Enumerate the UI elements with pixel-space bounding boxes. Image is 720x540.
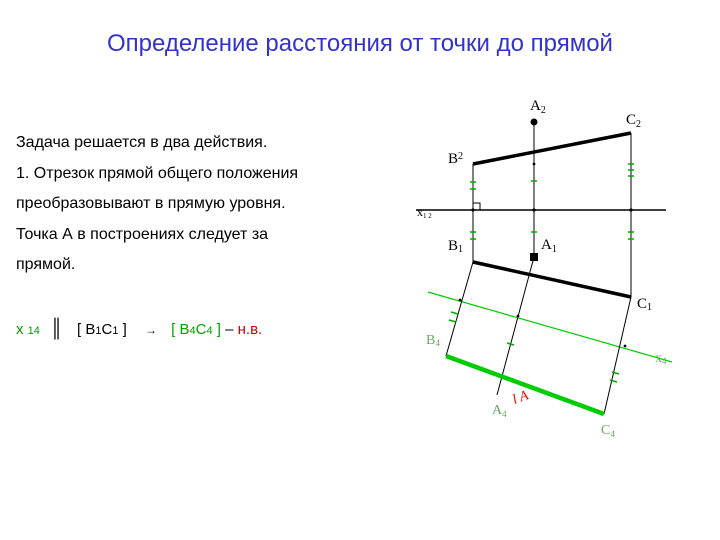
equal-distance-ticks (449, 164, 634, 382)
point-a2 (531, 119, 538, 126)
segment-b4c4-c: C (195, 321, 207, 338)
segment-b1c1-open: [ B (77, 321, 96, 338)
segment-b1c1 (473, 262, 631, 297)
label-a2: $A_2$ (530, 98, 546, 116)
text-line: 1. Отрезок прямой общего положения (16, 164, 299, 182)
segment-b1c1-c: C (101, 321, 113, 338)
label-x12: x1 2 (417, 205, 432, 220)
label-c1: C1 (637, 296, 653, 313)
segment-b4c4-index1: 4 (189, 325, 196, 337)
segment-b1c1-close: ] (118, 321, 127, 338)
text-line: прямой. (16, 256, 76, 273)
label-b1: B1 (448, 238, 464, 255)
segment-b4c4-close: ] (212, 321, 221, 338)
text-line: преобразовывают в прямую уровня. (16, 195, 286, 212)
transfer-line-b (446, 262, 473, 356)
text-line: Задача решается в два действия. (16, 134, 268, 151)
label-c2: $C_2$ (626, 112, 642, 130)
page-title: Определение расстояния от точки до прямой (107, 30, 613, 57)
segment-b4c4 (446, 356, 604, 414)
text-line: Точка А в построениях следует за (16, 225, 269, 243)
label-a1: $A_1$ (541, 237, 557, 255)
label-b2: $B^2$ (448, 151, 464, 167)
axis-x-index: 14 (27, 325, 40, 337)
segment-b2c2 (473, 133, 631, 164)
true-length-label: н.в. (237, 321, 263, 338)
label-distance: l A (510, 388, 531, 408)
axis-x-label: x (16, 321, 24, 338)
label-x14: x4 (655, 351, 667, 366)
segment-b1c1-index1: 1 (95, 325, 102, 337)
label-c4: $C_4$ (601, 423, 615, 439)
dash: – (220, 321, 238, 338)
segment-b4c4-index2: 4 (206, 325, 213, 337)
label-b4: B4 (426, 333, 440, 348)
axis-x14 (428, 292, 672, 362)
segment-b1c1-index2: 1 (112, 325, 119, 337)
label-a4: $A_4$ (492, 403, 507, 419)
intersection-dots (459, 163, 633, 348)
segment-b4c4-open: [ B (171, 321, 190, 338)
transfer-line-a (497, 257, 534, 395)
parallel-symbol: ║ (50, 318, 63, 338)
transfer-line-c (604, 297, 631, 414)
arrow-symbol: → (144, 323, 157, 337)
